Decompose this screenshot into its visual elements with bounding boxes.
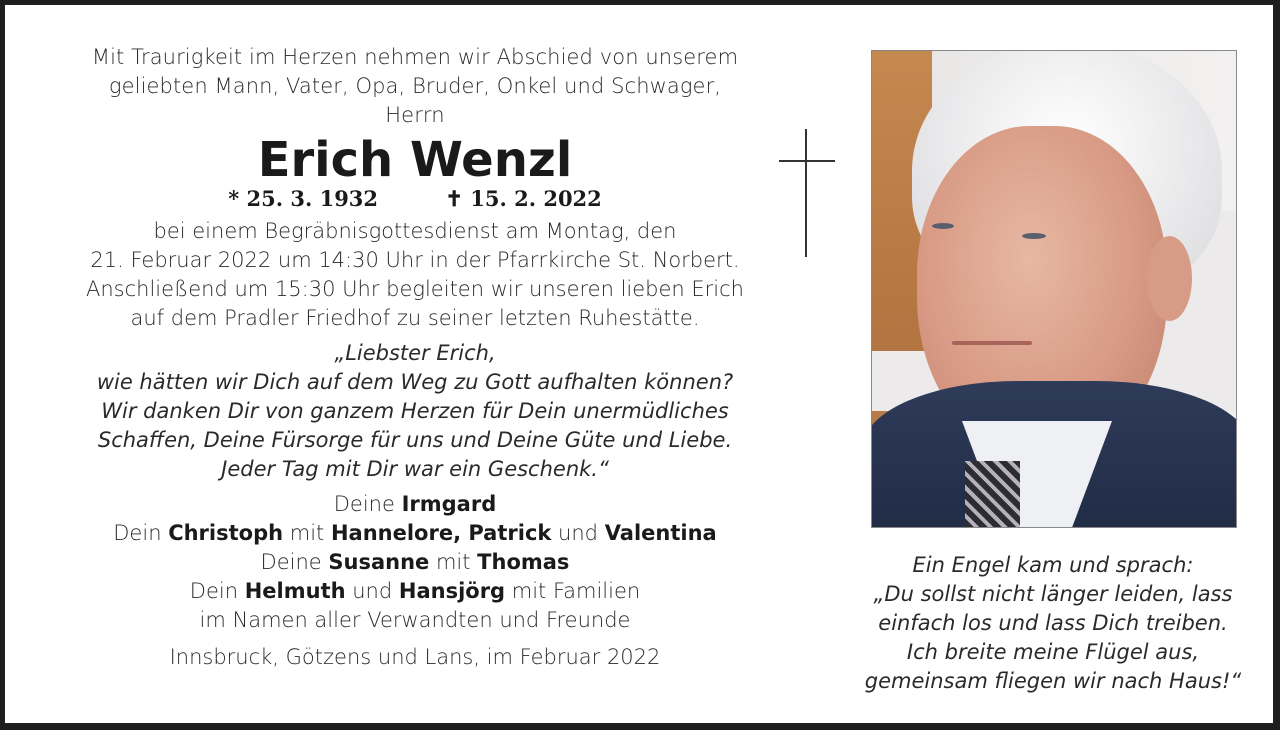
obituary-notice — [4, 4, 1274, 724]
service-line: 21. Februar 2022 um 14:30 Uhr in der Pfarrkirche St. Norbert. — [90, 248, 740, 272]
connector-text: mit Familien — [505, 579, 641, 603]
memorial-quote — [35, 339, 795, 484]
poem-line: „Du sollst nicht länger leiden, lass — [873, 582, 1233, 606]
connector-text: im Namen aller Verwandten und Freunde — [199, 608, 631, 632]
quote-line: Wir danken Dir von ganzem Herzen für Dein unermüdliches — [101, 399, 729, 423]
mourner-name: Valentina — [604, 521, 717, 545]
poem-line: Ich breite meine Flügel aus, — [906, 640, 1200, 664]
mourner-line — [35, 606, 795, 635]
mourner-name: Christoph — [168, 521, 284, 545]
connector-text: Dein — [189, 579, 245, 603]
mourner-name: Irmgard — [401, 492, 497, 516]
mourners-list — [35, 490, 795, 635]
mourner-name: Susanne — [328, 550, 430, 574]
birth-date: * 25. 3. 1932 — [228, 186, 379, 211]
place-and-date: Innsbruck, Götzens und Lans, im Februar 2022 — [169, 645, 661, 669]
mourner-line — [35, 490, 795, 519]
latin-cross-icon — [779, 129, 835, 259]
service-line: Anschließend um 15:30 Uhr begleiten wir unseren lieben Erich — [86, 277, 744, 301]
intro-line: Herrn — [385, 103, 445, 127]
intro-line: geliebten Mann, Vater, Opa, Bruder, Onkel und Schwager, — [108, 74, 722, 98]
intro-text — [35, 43, 795, 130]
angel-poem — [841, 551, 1265, 696]
service-line: auf dem Pradler Friedhof zu seiner letzten Ruhestätte. — [130, 306, 700, 330]
deceased-name: Erich Wenzl — [257, 132, 573, 188]
quote-line: wie hätten wir Dich auf dem Weg zu Gott aufhalten können? — [96, 370, 734, 394]
connector-text: und — [551, 521, 605, 545]
quote-line: „Liebster Erich, — [334, 341, 496, 365]
connector-text: Deine — [333, 492, 402, 516]
poem-line: einfach los und lass Dich treiben. — [878, 611, 1228, 635]
poem-line: Ein Engel kam und sprach: — [912, 553, 1194, 577]
intro-line: Mit Traurigkeit im Herzen nehmen wir Abschied von unserem — [91, 45, 739, 69]
portrait-photo — [871, 50, 1237, 528]
quote-line: Jeder Tag mit Dir war ein Geschenk.“ — [221, 457, 609, 481]
death-date: ✝ 15. 2. 2022 — [445, 186, 602, 211]
mourner-line — [35, 577, 795, 606]
mourner-name: Hansjörg — [398, 579, 506, 603]
obituary-text-column — [35, 43, 795, 672]
mourner-line — [35, 519, 795, 548]
quote-line: Schaffen, Deine Fürsorge für uns und Deine Güte und Liebe. — [97, 428, 733, 452]
connector-text: Dein — [113, 521, 169, 545]
connector-text: und — [345, 579, 399, 603]
connector-text: Deine — [260, 550, 329, 574]
mourner-name: Thomas — [477, 550, 570, 574]
connector-text: mit — [429, 550, 478, 574]
service-line: bei einem Begräbnisgottesdienst am Montag, den — [153, 219, 677, 243]
mourner-name: Hannelore, Patrick — [330, 521, 552, 545]
service-details — [35, 217, 795, 333]
life-dates — [35, 186, 795, 212]
mourner-name: Helmuth — [244, 579, 346, 603]
connector-text: mit — [283, 521, 331, 545]
mourner-line — [35, 548, 795, 577]
poem-line: gemeinsam fliegen wir nach Haus!“ — [864, 669, 1242, 693]
